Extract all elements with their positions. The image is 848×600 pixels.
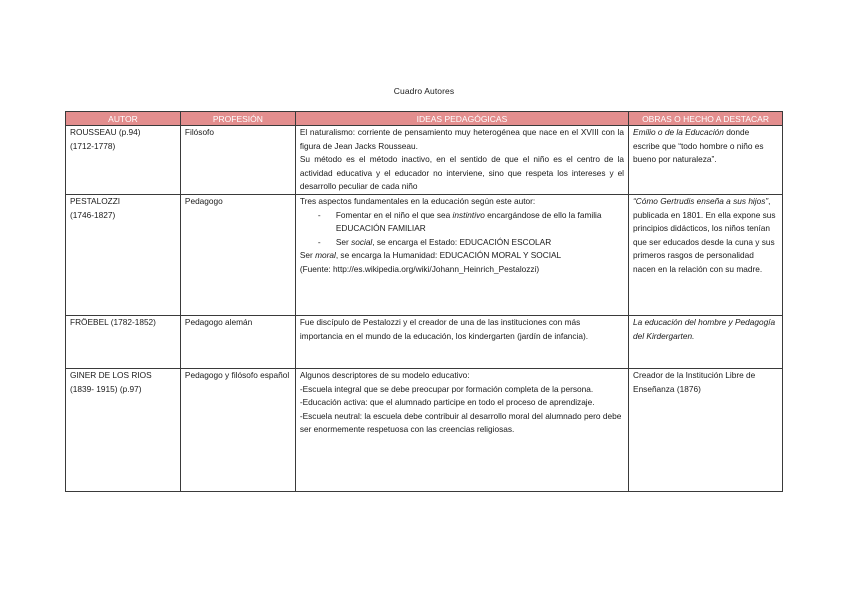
ideas-bullet <box>300 236 624 250</box>
line-text: Ser <box>299 250 316 261</box>
author-cell <box>66 369 181 492</box>
work-title: La educación del hombre y Pedagogía del Kirdergarten. <box>633 317 776 341</box>
author-cell <box>66 195 181 316</box>
author-name: GINER DE LOS RIOS <box>70 370 152 380</box>
author-dates: (1746-1827) <box>70 209 116 220</box>
profession-cell <box>180 195 295 316</box>
ideas-line: importancia en el mundo de la educación, los kindergarten (jardín de infancia). <box>299 330 589 341</box>
header-author: AUTOR <box>66 112 181 126</box>
ideas-line: Algunos descriptores de su modelo educativo: <box>299 370 470 380</box>
header-profession: PROFESIÓN <box>180 112 295 126</box>
profession-text: Pedagogo y filósofo español <box>184 370 290 380</box>
line-text: , se encarga la Humanidad: EDUCACIÓN MORAL Y SOCIAL <box>335 250 562 261</box>
page-title: Cuadro Autores <box>393 86 455 96</box>
work-description: Creador de la Institución Libre de Enseñanza (1876) <box>633 370 756 394</box>
profession-cell <box>180 369 295 492</box>
ideas-line <box>300 249 624 263</box>
bullet-emphasis: instintivo <box>452 209 485 220</box>
author-cell <box>66 316 181 369</box>
bullet-text: Ser <box>335 236 352 247</box>
author-name: ROUSSEAU (p.94) <box>70 127 141 137</box>
author-dates: (1712-1778) <box>70 140 116 151</box>
ideas-line: Fue discípulo de Pestalozzi y el creador de una de las instituciones con más <box>299 317 581 327</box>
profession-text: Pedagogo alemán <box>184 317 253 327</box>
ideas-line: -Educación activa: que el alumnado participe en todo el proceso de aprendizaje. <box>299 397 595 408</box>
table-row <box>66 195 783 316</box>
ideas-line: -Escuela neutral: la escuela debe contribuir al desarrollo moral del alumnado pero debe ser enormemente respetuosa con las creencias religiosas. <box>299 410 622 435</box>
line-emphasis: moral <box>315 250 336 261</box>
author-name: PESTALOZZI <box>70 196 121 206</box>
authors-table <box>65 111 783 492</box>
ideas-bullet <box>300 209 624 236</box>
author-name: FRÖEBEL (1782-1852) <box>70 317 156 327</box>
table-row <box>66 316 783 369</box>
ideas-line: -Escuela integral que se debe preocupar por formación completa de la persona. <box>299 383 594 394</box>
bullet-text: encargándose de ello la familia EDUCACIÓN FAMILIAR <box>335 209 602 234</box>
header-works: OBRAS O HECHO A DESTACAR <box>629 112 783 126</box>
profession-text: Filósofo <box>184 127 214 137</box>
dash-marker: - <box>317 209 321 220</box>
table-header-row <box>66 112 783 126</box>
ideas-source: (Fuente: http://es.wikipedia.org/wiki/Johann_Heinrich_Pestalozzi) <box>299 263 540 274</box>
profession-cell <box>180 126 295 195</box>
ideas-cell <box>295 195 628 316</box>
bullet-text: , se encarga el Estado: EDUCACIÓN ESCOLAR <box>372 236 552 247</box>
ideas-cell <box>295 316 628 369</box>
bullet-text: Fomentar en el niño el que sea <box>335 209 453 220</box>
header-ideas: IDEAS PEDAGÓGICAS <box>295 112 628 126</box>
work-title: Emilio o de la Educación <box>633 127 724 137</box>
work-description: donde escribe que “todo hombre o niño es bueno por naturaleza”. <box>633 127 764 165</box>
work-description: , publicada en 1801. En ella expone sus principios didácticos, los niños tenían que ser educados desde la cuna y sus <box>633 196 776 247</box>
author-dates: (1839- 1915) (p.97) <box>70 383 142 394</box>
table-row <box>66 369 783 492</box>
work-description: primeros rasgos de personalidad nacen en la relación con su madre. <box>633 250 763 274</box>
dash-marker: - <box>317 236 321 247</box>
ideas-cell <box>295 369 628 492</box>
table-row <box>66 126 783 195</box>
works-cell <box>629 316 783 369</box>
profession-cell <box>180 316 295 369</box>
work-title: “Cómo Gertrudis enseña a sus hijos” <box>633 196 769 206</box>
profession-text: Pedagogo <box>184 196 223 206</box>
ideas-cell <box>295 126 628 195</box>
works-cell <box>629 369 783 492</box>
ideas-paragraph: Su método es el método inactivo, en el sentido de que el niño es el centro de la actividad educativa y el educador no interviene, sino que respeta los intereses y el desarrollo peculiar de cada niño <box>299 154 625 192</box>
bullet-emphasis: social <box>351 236 373 247</box>
ideas-intro: Tres aspectos fundamentales en la educación según este autor: <box>299 196 536 206</box>
works-cell <box>629 195 783 316</box>
ideas-paragraph: El naturalismo: corriente de pensamiento muy heterogénea que nace en el XVIII con la figura de Jean Jacks Rousseau. <box>299 127 625 151</box>
author-cell <box>66 126 181 195</box>
works-cell <box>629 126 783 195</box>
